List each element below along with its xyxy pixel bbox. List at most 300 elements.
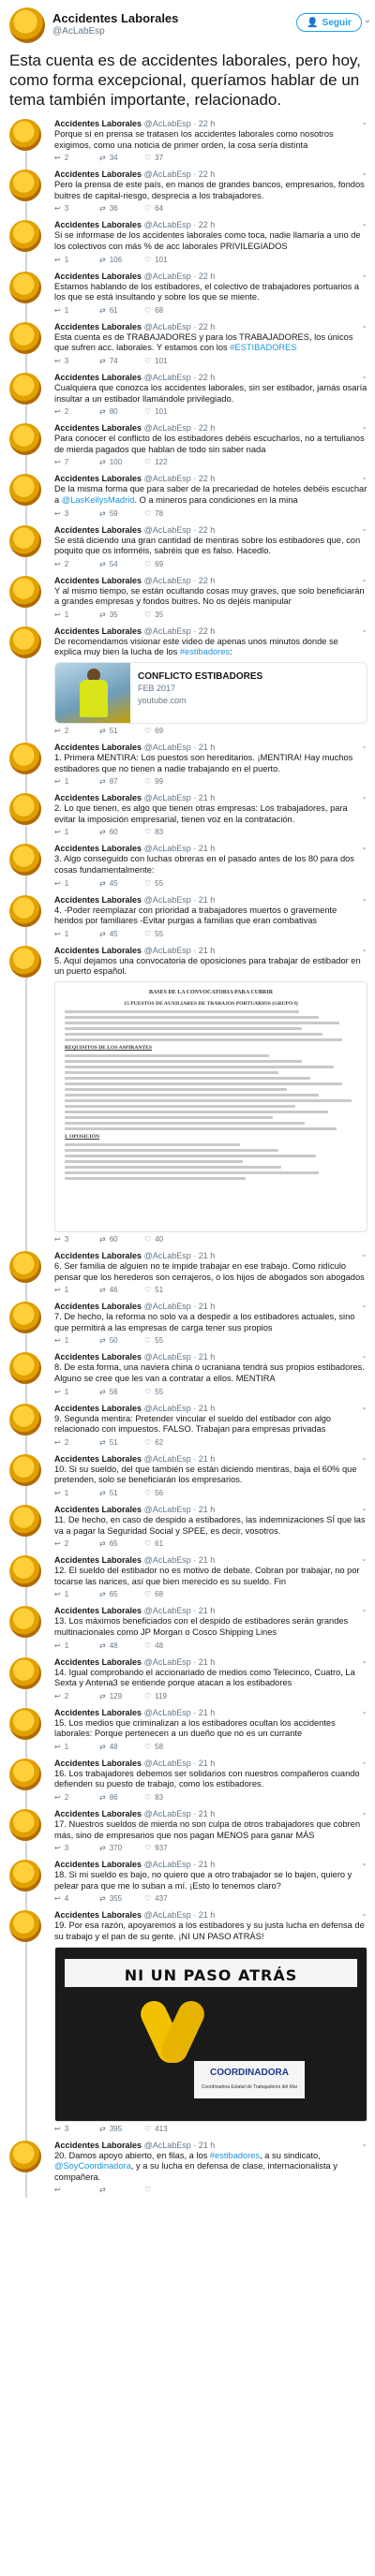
like-button[interactable] [144, 458, 169, 466]
chevron-down-icon[interactable]: ⌄ [361, 320, 368, 330]
poster-image[interactable] [54, 1947, 368, 2122]
retweet-button[interactable] [99, 154, 124, 162]
reply-button[interactable] [54, 727, 79, 735]
tweet-time[interactable]: 21 h [198, 1910, 216, 1921]
reply-avatar[interactable] [9, 1454, 41, 1486]
retweet-button[interactable] [99, 1336, 124, 1345]
retweet-button[interactable] [99, 879, 124, 888]
tweet-time[interactable]: 22 h [198, 524, 216, 535]
tweet-time[interactable]: 22 h [198, 271, 216, 281]
author-name[interactable]: Accidentes Laborales [54, 372, 142, 382]
author-name[interactable]: Accidentes Laborales [54, 1504, 142, 1514]
reply-tweet[interactable] [0, 1856, 375, 1906]
reply-avatar[interactable] [9, 220, 41, 252]
reply-button[interactable] [54, 1235, 79, 1244]
like-button[interactable] [144, 204, 169, 213]
author-name[interactable]: Accidentes Laborales [54, 1707, 142, 1717]
reply-avatar[interactable] [9, 1809, 41, 1841]
reply-avatar[interactable] [9, 525, 41, 557]
retweet-button[interactable] [99, 611, 124, 619]
reply-button[interactable] [54, 458, 79, 466]
chevron-down-icon[interactable]: ⌄ [361, 1503, 368, 1512]
author-name[interactable]: Accidentes Laborales [54, 220, 142, 230]
like-button[interactable] [144, 1844, 169, 1852]
reply-avatar[interactable] [9, 373, 41, 405]
retweet-button[interactable] [99, 1793, 124, 1802]
author-name[interactable]: Accidentes Laborales [54, 321, 142, 331]
author-handle[interactable]: @AcLabEsp [143, 743, 191, 753]
reply-tweet[interactable] [0, 1755, 375, 1805]
retweet-button[interactable] [99, 2186, 124, 2194]
author-handle[interactable]: @AcLabEsp [143, 894, 191, 905]
reply-button[interactable] [54, 560, 79, 568]
tweet-time[interactable]: 21 h [198, 945, 216, 955]
author-name[interactable]: Accidentes Laborales [54, 1251, 142, 1260]
reply-button[interactable] [54, 204, 79, 213]
tweet-time[interactable]: 21 h [198, 1606, 216, 1616]
author-name[interactable]: Accidentes Laborales [54, 119, 142, 128]
reply-avatar[interactable] [9, 119, 41, 151]
author-handle[interactable]: @AcLabEsp [143, 945, 191, 955]
reply-avatar[interactable] [9, 1352, 41, 1384]
document-image[interactable] [54, 981, 368, 1232]
author-name[interactable]: Accidentes Laborales [54, 474, 142, 484]
chevron-down-icon[interactable]: ⌄ [361, 1250, 368, 1259]
author-name[interactable]: Accidentes Laborales [54, 1302, 142, 1312]
retweet-button[interactable] [99, 357, 124, 365]
retweet-button[interactable] [99, 256, 124, 264]
chevron-down-icon[interactable]: ⌄ [361, 1808, 368, 1818]
reply-tweet[interactable] [0, 420, 375, 470]
chevron-down-icon[interactable]: ⌄ [361, 2139, 368, 2148]
like-button[interactable] [144, 357, 169, 365]
like-button[interactable] [144, 1489, 169, 1497]
tweet-time[interactable]: 22 h [198, 474, 216, 484]
tweet-time[interactable]: 21 h [198, 1302, 216, 1312]
author-handle[interactable]: @AcLabEsp [143, 1302, 191, 1312]
like-button[interactable] [144, 1641, 169, 1650]
action-count: 1 [64, 1742, 69, 1751]
like-button[interactable] [144, 306, 169, 315]
reply-button[interactable] [54, 306, 79, 315]
author-handle[interactable]: @AcLabEsp [143, 1504, 191, 1514]
tweet-time[interactable]: 21 h [198, 1352, 216, 1362]
chevron-down-icon[interactable]: ⌄ [361, 792, 368, 802]
author-handle[interactable]: @AcLabEsp [143, 1251, 191, 1260]
reply-avatar[interactable] [9, 1302, 41, 1333]
reply-button[interactable] [54, 777, 79, 786]
tweet-time[interactable]: 22 h [198, 119, 216, 128]
action-count: 395 [109, 2124, 123, 2133]
reply-tweet[interactable] [0, 216, 375, 267]
retweet-button[interactable] [99, 1489, 124, 1497]
like-button[interactable] [144, 407, 169, 416]
tweet-time[interactable]: 21 h [198, 1707, 216, 1717]
tweet-time[interactable]: 22 h [198, 423, 216, 434]
tweet-time[interactable]: 22 h [198, 169, 216, 180]
reply-tweet[interactable] [0, 623, 375, 739]
tweet-time[interactable]: 21 h [198, 1860, 216, 1870]
author-name[interactable]: Accidentes Laborales [54, 945, 142, 955]
chevron-down-icon[interactable]: ⌄ [361, 1554, 368, 1564]
tweet-meta [54, 1707, 368, 1718]
tweet-time[interactable]: 22 h [198, 372, 216, 382]
chevron-down-icon[interactable]: ⌄ [361, 1859, 368, 1868]
author-handle[interactable]: @AcLabEsp [143, 524, 191, 535]
author-handle[interactable]: @AcLabEsp [143, 1860, 191, 1870]
retweet-button[interactable] [99, 1539, 124, 1548]
retweet-button[interactable] [99, 1438, 124, 1447]
chevron-down-icon[interactable]: ⌄ [361, 893, 368, 903]
reply-icon: ↩ [54, 1590, 61, 1599]
author-handle[interactable]: @AcLabEsp [143, 2140, 191, 2150]
reply-button[interactable] [54, 1844, 79, 1852]
reply-avatar[interactable] [9, 793, 41, 825]
reply-avatar[interactable] [9, 626, 41, 658]
retweet-button[interactable] [99, 930, 124, 938]
tweet-text: 14. Igual comprobando el accionariado de medios como Telecinco, Cuatro, La Sexta y Antena3 se entiende porque atacan a los estibadores [54, 1667, 355, 1688]
reply-avatar[interactable] [9, 322, 41, 354]
reply-button[interactable] [54, 2186, 79, 2194]
reply-avatar[interactable] [9, 1505, 41, 1537]
chevron-down-icon[interactable]: ⌄ [361, 219, 368, 228]
tweet-time[interactable]: 21 h [198, 1453, 216, 1464]
reply-tweet[interactable] [0, 789, 375, 840]
retweet-button[interactable] [99, 1388, 124, 1396]
author-name[interactable]: Accidentes Laborales [54, 1656, 142, 1667]
chevron-down-icon[interactable]: ⌄ [361, 843, 368, 852]
author-name[interactable]: Accidentes Laborales [54, 575, 142, 585]
like-button[interactable] [144, 154, 169, 162]
reply-avatar[interactable] [9, 423, 41, 455]
reply-button[interactable] [54, 1743, 79, 1751]
retweet-button[interactable] [99, 777, 124, 786]
like-button[interactable] [144, 2125, 169, 2133]
video-thumbnail[interactable] [55, 663, 130, 723]
author-handle[interactable]: @AcLabEsp [143, 1656, 191, 1667]
reply-button[interactable] [54, 1692, 79, 1700]
retweet-button[interactable] [99, 2125, 124, 2133]
author-name[interactable]: Accidentes Laborales [54, 1910, 142, 1921]
reply-avatar[interactable] [9, 169, 41, 201]
chevron-down-icon[interactable]: ⌄ [361, 473, 368, 482]
author-name[interactable]: Accidentes Laborales [54, 1352, 142, 1362]
tweet-separator: · [193, 575, 199, 585]
tweet-time[interactable]: 21 h [198, 1504, 216, 1514]
like-button[interactable] [144, 1743, 169, 1751]
author-name[interactable]: Accidentes Laborales [54, 524, 142, 535]
tweet-time[interactable]: 22 h [198, 626, 216, 636]
reply-tweet[interactable] [0, 840, 375, 891]
author-handle[interactable]: @AcLabEsp [143, 1809, 191, 1819]
reply-button[interactable] [54, 154, 79, 162]
like-button[interactable] [144, 1388, 169, 1396]
reply-tweet[interactable] [0, 1552, 375, 1602]
tweet-time[interactable]: 21 h [198, 743, 216, 753]
like-button[interactable] [144, 1590, 169, 1598]
author-name[interactable]: Accidentes Laborales [54, 1453, 142, 1464]
author-handle[interactable]: @AcLabEsp [143, 423, 191, 434]
reply-tweet[interactable] [0, 942, 375, 1247]
tweet-time[interactable]: 21 h [198, 1403, 216, 1413]
author-handle[interactable]: @AcLabEsp [143, 169, 191, 180]
reply-icon: ↩ [54, 407, 61, 417]
author-handle[interactable]: @AcLabEsp [143, 1453, 191, 1464]
reply-button[interactable] [54, 1590, 79, 1598]
reply-tweet[interactable] [0, 1654, 375, 1704]
author-handle[interactable]: @AcLabEsp [143, 474, 191, 484]
chevron-down-icon[interactable]: ⌄ [361, 422, 368, 432]
chevron-down-icon[interactable]: ⌄ [363, 15, 371, 25]
chevron-down-icon[interactable]: ⌄ [361, 574, 368, 583]
reply-button[interactable] [54, 879, 79, 888]
author-name[interactable]: Accidentes Laborales [54, 423, 142, 434]
tweet-time[interactable]: 21 h [198, 894, 216, 905]
like-button[interactable] [144, 777, 169, 786]
retweet-button[interactable] [99, 1590, 124, 1598]
author-handle[interactable]: @AcLabEsp [143, 1555, 191, 1566]
author-handle[interactable]: @AcLabEsp [143, 626, 191, 636]
reply-button[interactable] [54, 256, 79, 264]
author-handle[interactable]: @AcLabEsp [143, 575, 191, 585]
reply-avatar[interactable] [9, 1555, 41, 1587]
like-button[interactable] [144, 1336, 169, 1345]
reply-button[interactable] [54, 407, 79, 416]
author-handle[interactable]: @AcLabEsp [143, 271, 191, 281]
reply-tweet[interactable] [0, 166, 375, 216]
reply-button[interactable] [54, 357, 79, 365]
chevron-down-icon[interactable]: ⌄ [361, 1402, 368, 1411]
like-button[interactable] [144, 256, 169, 264]
like-button[interactable] [144, 1894, 169, 1903]
chevron-down-icon[interactable]: ⌄ [361, 1656, 368, 1665]
author-handle[interactable]: @AcLabEsp [143, 1606, 191, 1616]
retweet-button[interactable] [99, 204, 124, 213]
reply-tweet[interactable] [0, 1348, 375, 1399]
like-button[interactable] [144, 1793, 169, 1802]
like-button[interactable] [144, 727, 169, 735]
retweet-button[interactable] [99, 458, 124, 466]
reply-avatar[interactable] [9, 895, 41, 927]
author-handle[interactable]: @AcLabEsp [143, 1707, 191, 1717]
chevron-down-icon[interactable]: ⌄ [361, 1452, 368, 1462]
tweet-time[interactable]: 21 h [198, 1555, 216, 1566]
reply-avatar[interactable] [9, 1708, 41, 1740]
like-button[interactable] [144, 1692, 169, 1700]
reply-tweet[interactable] [0, 1400, 375, 1450]
like-button[interactable] [144, 1286, 169, 1294]
retweet-button[interactable] [99, 1286, 124, 1294]
retweet-button[interactable] [99, 1894, 124, 1903]
reply-tweet[interactable] [0, 470, 375, 521]
reply-icon: ↩ [54, 559, 61, 568]
reply-tweet[interactable] [0, 739, 375, 789]
reply-button[interactable] [54, 1286, 79, 1294]
author-name[interactable]: Accidentes Laborales [54, 1809, 142, 1819]
retweet-button[interactable] [99, 828, 124, 836]
author-name[interactable]: Accidentes Laborales [54, 743, 142, 753]
retweet-button[interactable] [99, 1641, 124, 1650]
tweet-time[interactable]: 22 h [198, 220, 216, 230]
retweet-button[interactable] [99, 1692, 124, 1700]
chevron-down-icon[interactable]: ⌄ [361, 1605, 368, 1614]
reply-tweet[interactable] [0, 891, 375, 942]
like-button[interactable] [144, 2186, 169, 2194]
reply-button[interactable] [54, 930, 79, 938]
reply-avatar[interactable] [9, 1657, 41, 1689]
retweet-button[interactable] [99, 727, 124, 735]
like-button[interactable] [144, 879, 169, 888]
reply-tweet[interactable] [0, 1906, 375, 2136]
reply-avatar[interactable] [9, 272, 41, 303]
chevron-down-icon[interactable]: ⌄ [361, 742, 368, 751]
tweet-time[interactable]: 21 h [198, 1251, 216, 1260]
like-button[interactable] [144, 1235, 169, 1244]
reply-avatar[interactable] [9, 576, 41, 608]
follow-button[interactable] [296, 13, 362, 32]
chevron-down-icon[interactable]: ⌄ [361, 1706, 368, 1715]
reply-avatar[interactable] [9, 1606, 41, 1638]
author-name[interactable]: Accidentes Laborales [54, 1555, 142, 1566]
reply-tweet[interactable] [0, 1501, 375, 1552]
reply-tweet[interactable] [0, 1298, 375, 1348]
chevron-down-icon[interactable]: ⌄ [361, 270, 368, 279]
chevron-down-icon[interactable]: ⌄ [361, 169, 368, 178]
reply-avatar[interactable] [9, 1759, 41, 1790]
reply-tweet[interactable] [0, 268, 375, 318]
author-handle[interactable]: @AcLabEsp [143, 1758, 191, 1768]
author-name[interactable]: Accidentes Laborales [54, 1606, 142, 1616]
author-handle[interactable]: @AcLabEsp [143, 1910, 191, 1921]
reply-avatar[interactable] [9, 743, 41, 774]
author-handle[interactable]: @AcLabEsp [143, 844, 191, 854]
reply-avatar[interactable] [9, 946, 41, 978]
reply-button[interactable] [54, 1336, 79, 1345]
reply-tweet[interactable] [0, 1602, 375, 1653]
chevron-down-icon[interactable]: ⌄ [361, 1351, 368, 1361]
profile-handle[interactable]: @AcLabEsp [52, 26, 105, 37]
chevron-down-icon[interactable]: ⌄ [361, 944, 368, 953]
profile-avatar[interactable] [9, 7, 45, 43]
reply-button[interactable] [54, 1641, 79, 1650]
tweet-time[interactable]: 22 h [198, 321, 216, 331]
chevron-down-icon[interactable]: ⌄ [361, 1301, 368, 1310]
author-handle[interactable]: @AcLabEsp [143, 1352, 191, 1362]
tweet-time[interactable]: 21 h [198, 2140, 216, 2150]
action-count: 87 [109, 777, 118, 787]
reply-button[interactable] [54, 611, 79, 619]
chevron-down-icon[interactable]: ⌄ [361, 1757, 368, 1766]
like-button[interactable] [144, 1438, 169, 1447]
reply-tweet[interactable] [0, 1450, 375, 1501]
chevron-down-icon[interactable]: ⌄ [361, 625, 368, 634]
retweet-button[interactable] [99, 1235, 124, 1244]
retweet-button[interactable] [99, 1844, 124, 1852]
chevron-down-icon[interactable]: ⌄ [361, 118, 368, 126]
reply-tweet[interactable] [0, 318, 375, 369]
reply-tweet[interactable] [0, 369, 375, 420]
retweet-button[interactable] [99, 560, 124, 568]
tweet-time[interactable]: 21 h [198, 1809, 216, 1819]
author-name[interactable]: Accidentes Laborales [54, 271, 142, 281]
chevron-down-icon[interactable]: ⌄ [361, 523, 368, 533]
reply-tweet[interactable] [0, 115, 375, 166]
author-handle[interactable]: @AcLabEsp [143, 321, 191, 331]
chevron-down-icon[interactable]: ⌄ [361, 1909, 368, 1919]
author-handle[interactable]: @AcLabEsp [143, 793, 191, 803]
reply-button[interactable] [54, 1388, 79, 1396]
reply-tweet[interactable] [0, 572, 375, 623]
author-handle[interactable]: @AcLabEsp [143, 119, 191, 128]
author-name[interactable]: Accidentes Laborales [54, 1860, 142, 1870]
retweet-button[interactable] [99, 1743, 124, 1751]
reply-tweet[interactable] [0, 1247, 375, 1298]
author-handle[interactable]: @AcLabEsp [143, 372, 191, 382]
like-button[interactable] [144, 560, 169, 568]
author-name[interactable]: Accidentes Laborales [54, 894, 142, 905]
reply-tweet[interactable] [0, 1805, 375, 1856]
reply-button[interactable] [54, 1539, 79, 1548]
author-name[interactable]: Accidentes Laborales [54, 169, 142, 180]
reply-avatar[interactable] [9, 1404, 41, 1435]
author-name[interactable]: Accidentes Laborales [54, 1403, 142, 1413]
tweet-time[interactable]: 22 h [198, 575, 216, 585]
reply-button[interactable] [54, 1894, 79, 1903]
tweet-time[interactable]: 21 h [198, 844, 216, 854]
tweet-meta [54, 524, 368, 536]
like-button[interactable] [144, 611, 169, 619]
reply-avatar[interactable] [9, 2141, 41, 2172]
reply-avatar[interactable] [9, 1860, 41, 1892]
video-card[interactable] [54, 662, 368, 724]
heart-icon: ♡ [144, 1844, 152, 1853]
author-name[interactable]: Accidentes Laborales [54, 626, 142, 636]
author-name[interactable]: Accidentes Laborales [54, 793, 142, 803]
reply-avatar[interactable] [9, 1251, 41, 1283]
reply-avatar[interactable] [9, 844, 41, 876]
tweet-time[interactable]: 21 h [198, 1758, 216, 1768]
like-button[interactable] [144, 1539, 169, 1548]
reply-avatar[interactable] [9, 474, 41, 506]
profile-name[interactable]: Accidentes Laborales [52, 11, 179, 25]
author-name[interactable]: Accidentes Laborales [54, 1758, 142, 1768]
reply-button[interactable] [54, 1489, 79, 1497]
retweet-button[interactable] [99, 407, 124, 416]
retweet-button[interactable] [99, 306, 124, 315]
author-name[interactable]: Accidentes Laborales [54, 844, 142, 854]
reply-button[interactable] [54, 1793, 79, 1802]
author-handle[interactable]: @AcLabEsp [143, 220, 191, 230]
reply-avatar[interactable] [9, 1910, 41, 1942]
chevron-down-icon[interactable]: ⌄ [361, 371, 368, 380]
reply-tweet[interactable] [0, 2137, 375, 2199]
like-button[interactable] [144, 828, 169, 836]
tweet-time[interactable]: 21 h [198, 793, 216, 803]
reply-button[interactable] [54, 509, 79, 518]
reply-tweet[interactable] [0, 1704, 375, 1755]
reply-button[interactable] [54, 2125, 79, 2133]
like-button[interactable] [144, 930, 169, 938]
reply-tweet[interactable] [0, 522, 375, 572]
author-name[interactable]: Accidentes Laborales [54, 2140, 142, 2150]
action-count: 3 [64, 1235, 69, 1244]
tweet-time[interactable]: 21 h [198, 1656, 216, 1667]
like-button[interactable] [144, 509, 169, 518]
reply-button[interactable] [54, 828, 79, 836]
retweet-button[interactable] [99, 509, 124, 518]
reply-button[interactable] [54, 1438, 79, 1447]
author-handle[interactable]: @AcLabEsp [143, 1403, 191, 1413]
